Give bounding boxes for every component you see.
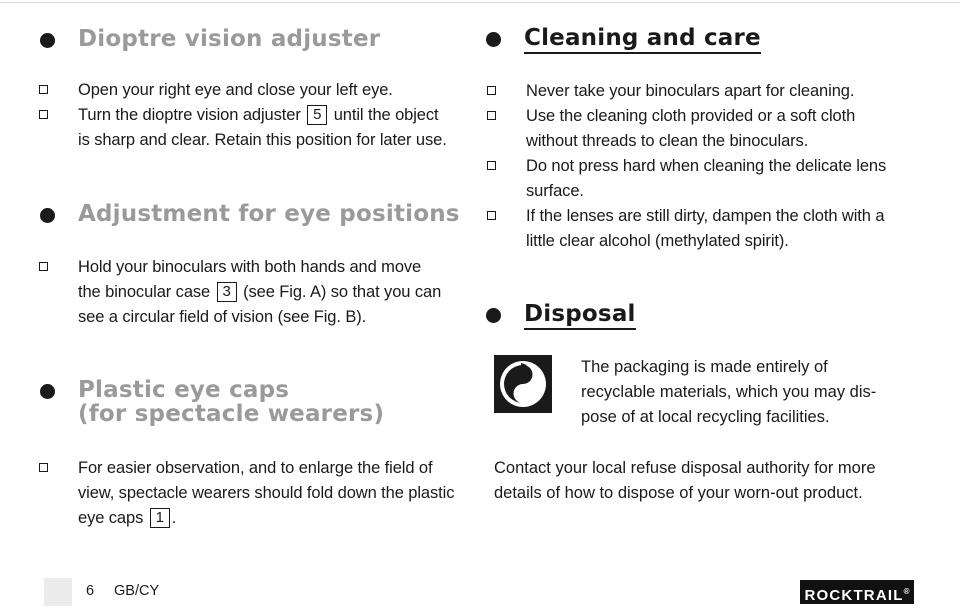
section-heading-eye-positions: Adjustment for eye positions [78,202,460,226]
list-item: Open your right eye and close your left eye. [78,78,393,103]
bullet-dot-icon [40,384,55,399]
list-item: Turn the dioptre vision adjuster 5 until the object is sharp and clear. Retain this position for later use. [78,103,447,153]
checkbox-bullet-icon [487,111,496,120]
checkbox-bullet-icon [487,211,496,220]
page-locale: GB/CY [114,583,160,599]
brand-logo: ROCKTRAIL® [800,580,914,604]
bullet-dot-icon [486,308,501,323]
section-heading-dioptre: Dioptre vision adjuster [78,27,380,51]
contact-text: Contact your local refuse disposal authority for more details of how to dispose of your worn-out product. [494,459,876,502]
list-item: If the lenses are still dirty, dampen the cloth with a little clear alcohol (methylated spirit). [526,204,884,254]
list-item: Hold your binoculars with both hands and move the binocular case 3 (see Fig. A) so that you can see a circular field of vision (see Fig. B). [78,255,441,330]
bullet-dot-icon [40,208,55,223]
part-reference-1: 1 [150,508,170,528]
list-item: Never take your binoculars apart for cleaning. [526,79,854,104]
list-item: Do not press hard when cleaning the delicate lens surface. [526,154,886,204]
page-marker [44,578,72,606]
part-reference-3: 3 [217,282,237,302]
checkbox-bullet-icon [487,161,496,170]
checkbox-bullet-icon [487,86,496,95]
page-number: 6 [86,583,95,599]
part-reference-5: 5 [307,105,327,125]
section-heading-cleaning: Cleaning and care [524,26,761,54]
top-rule [0,2,960,3]
bullet-dot-icon [486,32,501,47]
packaging-text: The packaging is made entirely of recyclable materials, which you may dis- pose of at local recycling facilities. [581,358,877,426]
list-item: Use the cleaning cloth provided or a soft cloth without threads to clean the binoculars. [526,104,855,154]
checkbox-bullet-icon [39,110,48,119]
checkbox-bullet-icon [39,85,48,94]
bullet-dot-icon [40,33,55,48]
section-heading-disposal: Disposal [524,302,636,330]
section-heading-eye-caps: Plastic eye caps (for spectacle wearers) [78,378,384,426]
checkbox-bullet-icon [39,262,48,271]
checkbox-bullet-icon [39,463,48,472]
list-item: For easier observation, and to enlarge the field of view, spectacle wearers should fold down the plastic eye caps 1 . [78,456,454,531]
green-dot-recycling-icon [494,355,552,413]
